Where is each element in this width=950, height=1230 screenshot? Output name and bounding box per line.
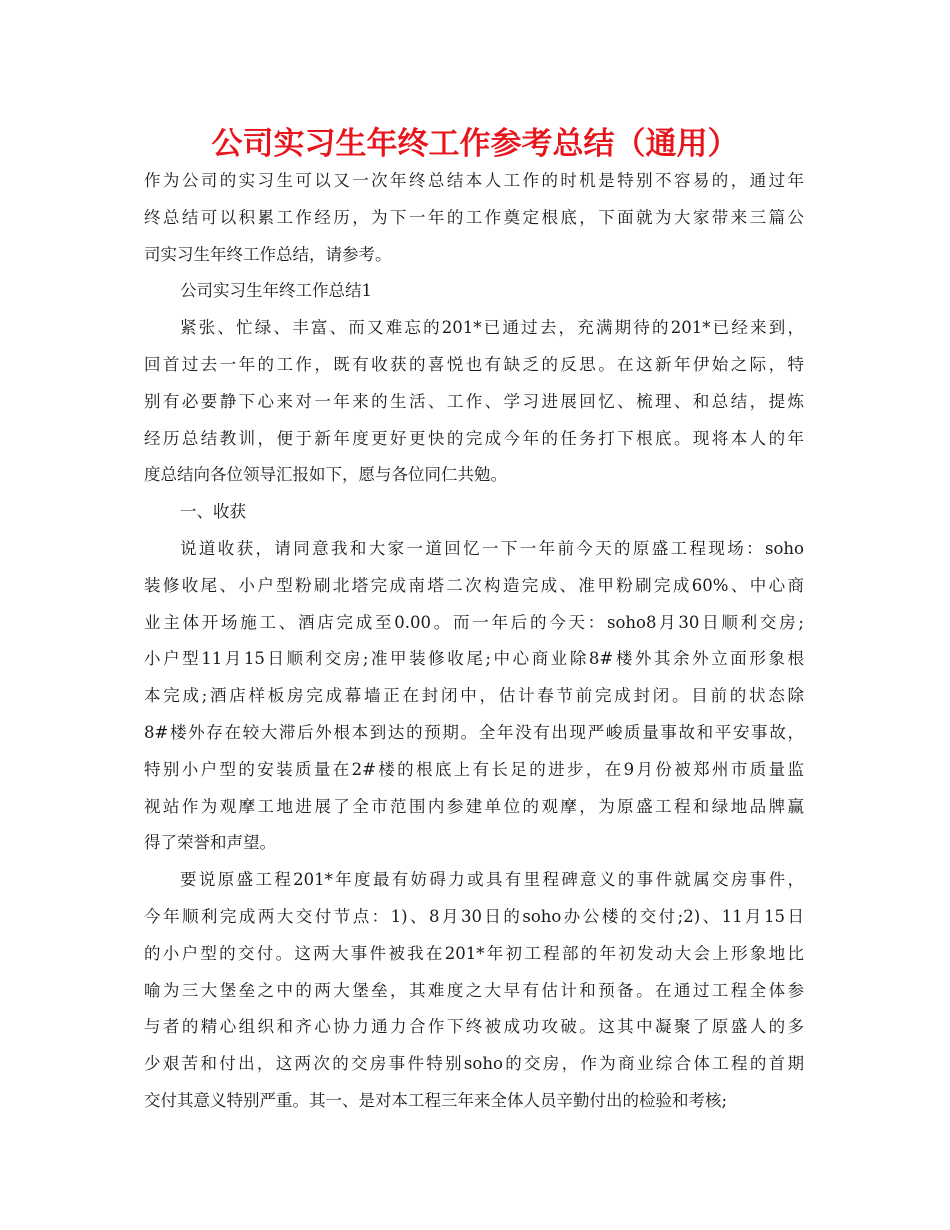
paragraph-line: 小户型11月15日顺利交房;准甲装修收尾;中心商业除8#楼外其余外立面形象根 — [144, 649, 804, 669]
paragraph — [144, 273, 804, 310]
paragraph-line: 少艰苦和付出，这两次的交房事件特别soho的交房，作为商业综合体工程的首期 — [144, 1054, 804, 1074]
paragraph-line: 得了荣誉和声望。 — [144, 833, 276, 853]
paragraph-line: 装修收尾、小户型粉刷北塔完成南塔二次构造完成、准甲粉刷完成60%、中心商 — [144, 575, 804, 595]
document-title: 公司实习生年终工作参考总结（通用） — [211, 126, 739, 162]
paragraph-line: 度总结向各位领导汇报如下，愿与各位同仁共勉。 — [144, 465, 507, 485]
paragraph-line: 紧张、忙绿、丰富、而又难忘的201*已通过去，充满期待的201*已经来到， — [180, 318, 804, 338]
paragraph — [144, 531, 804, 862]
paragraph-line: 说道收获，请同意我和大家一道回忆一下一年前今天的原盛工程现场：soho — [180, 538, 804, 558]
paragraph — [144, 163, 804, 273]
paragraph — [144, 862, 804, 1120]
paragraph-line: 公司实习生年终工作总结1 — [180, 281, 372, 301]
paragraph-line: 8#楼外存在较大滞后外根本到达的预期。全年没有出现严峻质量事故和平安事故， — [144, 722, 804, 742]
paragraph-line: 特别小户型的安装质量在2#楼的根底上有长足的进步，在9月份被郑州市质量监 — [144, 759, 804, 779]
paragraph-line: 喻为三大堡垒之中的两大堡垒，其难度之大早有估计和预备。在通过工程全体参 — [144, 980, 804, 1000]
paragraph-line: 业主体开场施工、酒店完成至0.00。而一年后的今天：soho8月30日顺利交房; — [144, 612, 804, 632]
paragraph-line: 司实习生年终工作总结，请参考。 — [144, 244, 392, 264]
paragraph-line: 要说原盛工程201*年度最有妨碍力或具有里程碑意义的事件就属交房事件， — [180, 870, 804, 890]
document-body — [144, 163, 804, 1120]
paragraph-line: 今年顺利完成两大交付节点：1)、8月30日的soho办公楼的交付;2)、11月15日 — [144, 906, 804, 926]
paragraph-line: 别有必要静下心来对一年来的生活、工作、学习进展回忆、梳理、和总结，提炼 — [144, 391, 804, 411]
paragraph-line: 交付其意义特别严重。其一、是对本工程三年来全体人员辛勤付出的检验和考核; — [144, 1090, 728, 1110]
paragraph — [144, 494, 804, 531]
paragraph-line: 回首过去一年的工作，既有收获的喜悦也有缺乏的反思。在这新年伊始之际，特 — [144, 354, 804, 374]
paragraph-line: 与者的精心组织和齐心协力通力合作下终被成功攻破。这其中凝聚了原盛人的多 — [144, 1017, 804, 1037]
paragraph-line: 的小户型的交付。这两大事件被我在201*年初工程部的年初发动大会上形象地比 — [144, 943, 804, 963]
paragraph — [144, 310, 804, 494]
paragraph-line: 视站作为观摩工地进展了全市范围内参建单位的观摩，为原盛工程和绿地品牌赢 — [144, 796, 804, 816]
paragraph-line: 一、收获 — [180, 502, 246, 522]
paragraph-line: 经历总结教训，便于新年度更好更快的完成今年的任务打下根底。现将本人的年 — [144, 428, 804, 448]
paragraph-line: 终总结可以积累工作经历，为下一年的工作奠定根底，下面就为大家带来三篇公 — [144, 207, 804, 227]
paragraph-line: 作为公司的实习生可以又一次年终总结本人工作的时机是特别不容易的，通过年 — [144, 171, 804, 190]
paragraph-line: 本完成;酒店样板房完成幕墙正在封闭中，估计春节前完成封闭。目前的状态除 — [144, 686, 804, 706]
